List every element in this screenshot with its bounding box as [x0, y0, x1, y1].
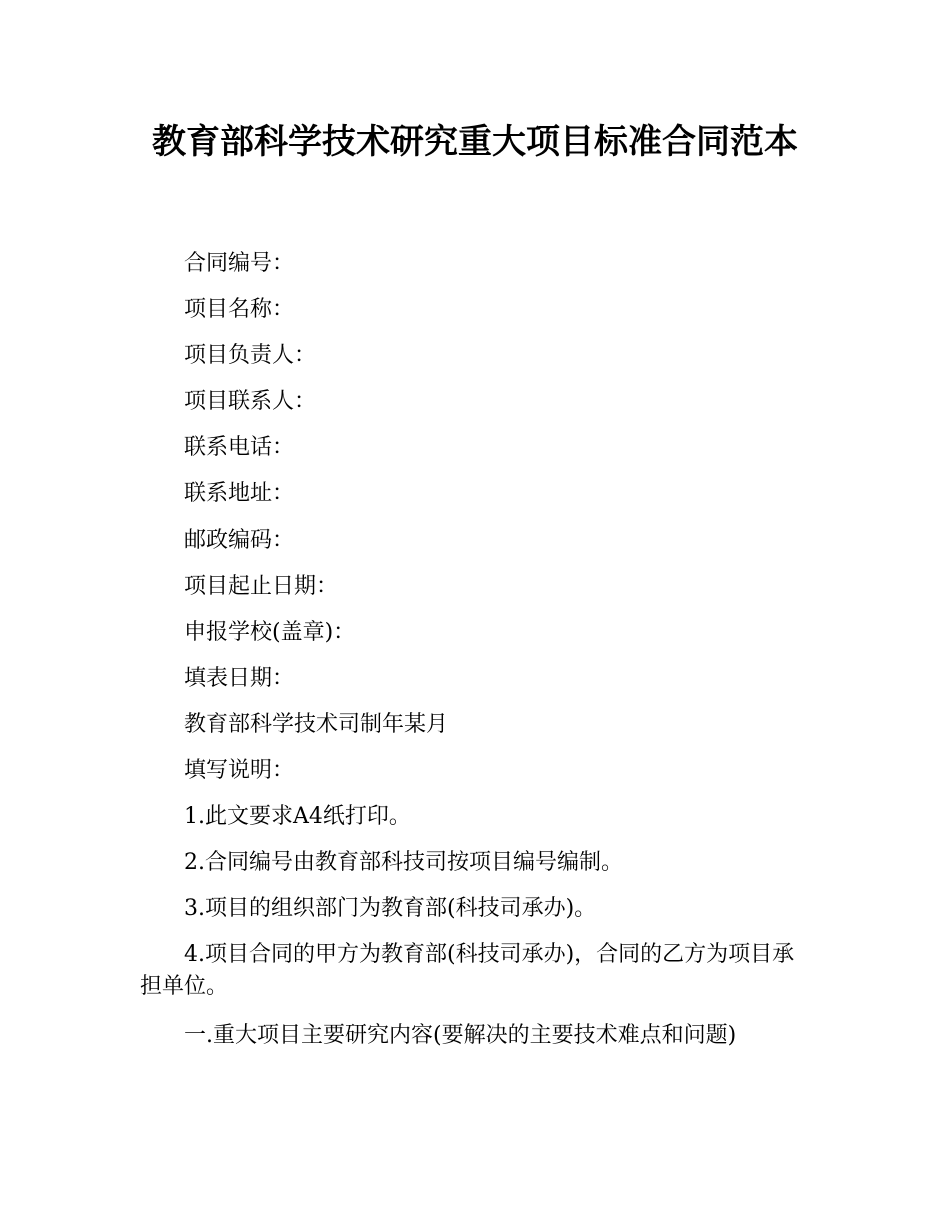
field-address: 联系地址： [184, 481, 295, 507]
field-project-name: 项目名称： [184, 297, 295, 323]
field-project-leader: 项目负责人： [184, 343, 317, 369]
field-contract-number: 合同编号： [184, 251, 295, 276]
instructions-heading: 填写说明： [184, 758, 295, 784]
instruction-item: 1.此文要求A4纸打印。 [184, 804, 411, 830]
field-project-dates: 项目起止日期： [184, 573, 339, 599]
field-phone: 联系电话： [184, 435, 295, 461]
document-title: 教育部科学技术研究重大项目标准合同范本 [152, 122, 798, 162]
section-heading: 一.重大项目主要研究内容(要解决的主要技术难点和问题) [184, 1023, 737, 1049]
instruction-item: 2.合同编号由教育部科技司按项目编号编制。 [184, 850, 623, 876]
document-body [140, 248, 810, 1069]
issuer-line: 教育部科学技术司制年某月 [184, 711, 449, 737]
field-applicant-school: 申报学校(盖章)： [184, 619, 356, 645]
field-fill-date: 填表日期： [184, 665, 295, 691]
instruction-item: 4.项目合同的甲方为教育部(科技司承办)，合同的乙方为项目承担单位。 [140, 942, 795, 1000]
field-postal-code: 邮政编码： [184, 527, 295, 553]
field-project-contact: 项目联系人： [184, 389, 317, 415]
instruction-item: 3.项目的组织部门为教育部(科技司承办)。 [184, 896, 597, 922]
